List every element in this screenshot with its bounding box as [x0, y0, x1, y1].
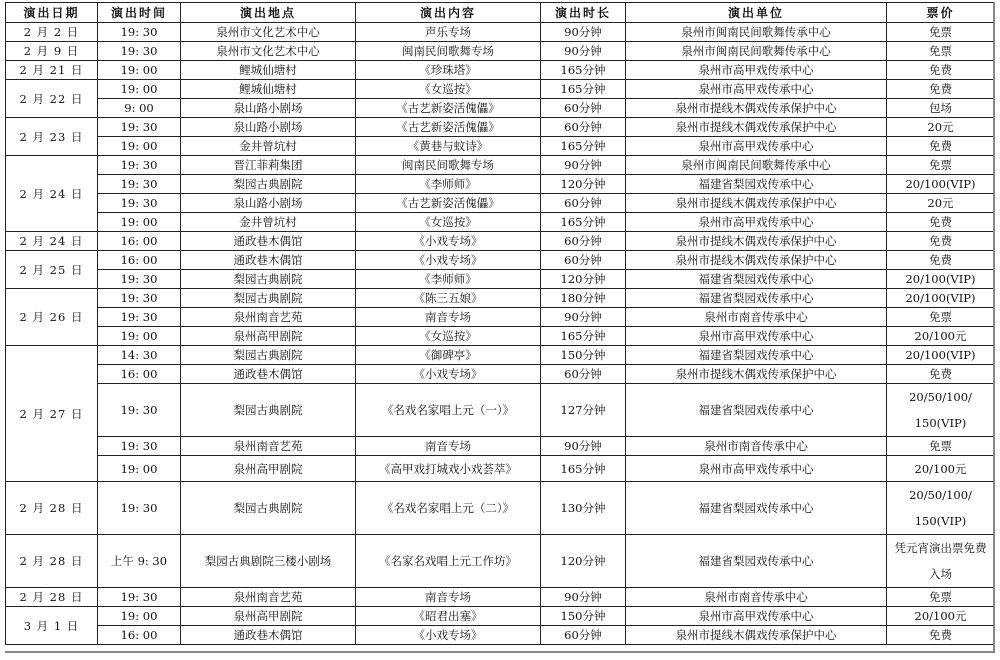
time-cell: 19: 30: [98, 42, 181, 61]
unit-cell: 泉州市提线木偶戏传承保护中心: [626, 365, 887, 384]
content-cell: 《小戏专场》: [356, 626, 541, 645]
venue-cell: 通政巷木偶馆: [181, 232, 356, 251]
date-cell: 2 月 22 日: [6, 80, 98, 118]
time-cell: 19: 30: [98, 437, 181, 456]
price-cell: 20/50/100/ 150(VIP): [887, 482, 995, 535]
unit-cell: 泉州市提线木偶戏传承保护中心: [626, 251, 887, 270]
duration-cell: 90分钟: [541, 308, 626, 327]
table-row: [6, 156, 995, 175]
table-row: [6, 626, 995, 645]
venue-cell: 泉州南音艺苑: [181, 437, 356, 456]
duration-cell: 165分钟: [541, 80, 626, 99]
price-cell: 免费: [887, 213, 995, 232]
table-row: [6, 327, 995, 346]
content-cell: 《陈三五娘》: [356, 289, 541, 308]
price-cell: 凭元宵演出票免费入场: [887, 535, 995, 588]
date-cell: 2 月 28 日: [6, 535, 98, 588]
venue-cell: 泉州南音艺苑: [181, 308, 356, 327]
price-cell: 20/100(VIP): [887, 175, 995, 194]
venue-cell: 梨园古典剧院: [181, 346, 356, 365]
table-row: [6, 270, 995, 289]
price-cell: 免票: [887, 437, 995, 456]
venue-cell: 梨园古典剧院: [181, 175, 356, 194]
table-shadow-bottom: [5, 651, 995, 653]
unit-cell: 泉州市闽南民间歌舞传承中心: [626, 156, 887, 175]
content-cell: 《名戏名家唱上元（二）》: [356, 482, 541, 535]
time-cell: 19: 30: [98, 289, 181, 308]
unit-cell: 泉州市高甲戏传承中心: [626, 213, 887, 232]
time-cell: 19: 30: [98, 308, 181, 327]
venue-cell: 梨园古典剧院: [181, 384, 356, 437]
unit-cell: 福建省梨园戏传承中心: [626, 384, 887, 437]
price-cell: 20/50/100/ 150(VIP): [887, 384, 995, 437]
table-row: [6, 61, 995, 80]
duration-cell: 120分钟: [541, 535, 626, 588]
unit-cell: 泉州市南音传承中心: [626, 588, 887, 607]
time-cell: 16: 00: [98, 365, 181, 384]
duration-cell: 165分钟: [541, 213, 626, 232]
price-cell: 免费: [887, 80, 995, 99]
venue-cell: 金井曾坑村: [181, 137, 356, 156]
table-row: [6, 308, 995, 327]
table-row: [6, 346, 995, 365]
header-venue: 演出地点: [181, 3, 356, 23]
time-cell: 16: 00: [98, 626, 181, 645]
time-cell: 上午 9: 30: [98, 535, 181, 588]
unit-cell: 福建省梨园戏传承中心: [626, 535, 887, 588]
content-cell: 《名戏名家唱上元（一）》: [356, 384, 541, 437]
date-cell: 2 月 21 日: [6, 61, 98, 80]
unit-cell: 泉州市南音传承中心: [626, 437, 887, 456]
table-row: [6, 588, 995, 607]
table-row: [6, 535, 995, 588]
date-cell: 2 月 27 日: [6, 346, 98, 482]
content-cell: 《小戏专场》: [356, 232, 541, 251]
header-duration: 演出时长: [541, 3, 626, 23]
time-cell: 16: 00: [98, 251, 181, 270]
date-cell: 2 月 28 日: [6, 588, 98, 607]
duration-cell: 90分钟: [541, 23, 626, 42]
venue-cell: 鲤城仙塘村: [181, 80, 356, 99]
content-cell: 《李师师》: [356, 175, 541, 194]
duration-cell: 165分钟: [541, 327, 626, 346]
price-cell: 20/100(VIP): [887, 346, 995, 365]
price-cell: 免费: [887, 251, 995, 270]
venue-cell: 梨园古典剧院: [181, 289, 356, 308]
venue-cell: 泉州南音艺苑: [181, 588, 356, 607]
duration-cell: 60分钟: [541, 626, 626, 645]
table-row: [6, 289, 995, 308]
duration-cell: 90分钟: [541, 42, 626, 61]
time-cell: 19: 00: [98, 456, 181, 482]
unit-cell: 泉州市高甲戏传承中心: [626, 61, 887, 80]
table-row: [6, 137, 995, 156]
content-cell: 《御碑亭》: [356, 346, 541, 365]
price-cell: 20元: [887, 118, 995, 137]
price-cell: 免票: [887, 42, 995, 61]
venue-cell: 泉州市文化艺术中心: [181, 23, 356, 42]
unit-cell: 福建省梨园戏传承中心: [626, 346, 887, 365]
price-cell: 免票: [887, 308, 995, 327]
time-cell: 19: 30: [98, 175, 181, 194]
unit-cell: 泉州市提线木偶戏传承保护中心: [626, 232, 887, 251]
unit-cell: 泉州市闽南民间歌舞传承中心: [626, 23, 887, 42]
date-cell: 2 月 23 日: [6, 118, 98, 156]
venue-cell: 泉山路小剧场: [181, 194, 356, 213]
price-cell: 20/100(VIP): [887, 289, 995, 308]
content-cell: 《小戏专场》: [356, 251, 541, 270]
price-cell: 免票: [887, 23, 995, 42]
time-cell: 16: 00: [98, 232, 181, 251]
header-date: 演出日期: [6, 3, 98, 23]
venue-cell: 泉山路小剧场: [181, 99, 356, 118]
duration-cell: 90分钟: [541, 588, 626, 607]
content-cell: 《女巡按》: [356, 80, 541, 99]
venue-cell: 通政巷木偶馆: [181, 626, 356, 645]
duration-cell: 180分钟: [541, 289, 626, 308]
venue-cell: 梨园古典剧院: [181, 482, 356, 535]
unit-cell: 泉州市高甲戏传承中心: [626, 456, 887, 482]
content-cell: 《小戏专场》: [356, 365, 541, 384]
venue-cell: 梨园古典剧院三楼小剧场: [181, 535, 356, 588]
unit-cell: 福建省梨园戏传承中心: [626, 270, 887, 289]
time-cell: 19: 30: [98, 270, 181, 289]
price-cell: 免费: [887, 232, 995, 251]
price-cell: 20/100元: [887, 607, 995, 626]
venue-cell: 通政巷木偶馆: [181, 251, 356, 270]
venue-cell: 鲤城仙塘村: [181, 61, 356, 80]
duration-cell: 120分钟: [541, 270, 626, 289]
venue-cell: 泉州高甲剧院: [181, 327, 356, 346]
duration-cell: 60分钟: [541, 118, 626, 137]
duration-cell: 150分钟: [541, 607, 626, 626]
duration-cell: 60分钟: [541, 251, 626, 270]
content-cell: 《珍珠塔》: [356, 61, 541, 80]
table-row: [6, 251, 995, 270]
time-cell: 19: 30: [98, 118, 181, 137]
time-cell: 19: 30: [98, 482, 181, 535]
time-cell: 19: 00: [98, 61, 181, 80]
unit-cell: 泉州市提线木偶戏传承保护中心: [626, 99, 887, 118]
table-row: [6, 118, 995, 137]
content-cell: 《女巡按》: [356, 327, 541, 346]
unit-cell: 泉州市提线木偶戏传承保护中心: [626, 194, 887, 213]
unit-cell: 泉州市提线木偶戏传承保护中心: [626, 626, 887, 645]
content-cell: 南音专场: [356, 308, 541, 327]
unit-cell: 泉州市高甲戏传承中心: [626, 137, 887, 156]
header-time: 演出时间: [98, 3, 181, 23]
content-cell: 声乐专场: [356, 23, 541, 42]
venue-cell: 泉州高甲剧院: [181, 607, 356, 626]
header-row: [6, 3, 995, 23]
price-cell: 免费: [887, 626, 995, 645]
venue-cell: 金井曾坑村: [181, 213, 356, 232]
duration-cell: 60分钟: [541, 232, 626, 251]
table-row: [6, 456, 995, 482]
unit-cell: 泉州市闽南民间歌舞传承中心: [626, 42, 887, 61]
table-row: [6, 23, 995, 42]
duration-cell: 90分钟: [541, 437, 626, 456]
venue-cell: 通政巷木偶馆: [181, 365, 356, 384]
price-cell: 20/100元: [887, 456, 995, 482]
time-cell: 19: 30: [98, 194, 181, 213]
duration-cell: 60分钟: [541, 99, 626, 118]
date-cell: 2 月 28 日: [6, 482, 98, 535]
venue-cell: 泉州高甲剧院: [181, 456, 356, 482]
price-cell: 免票: [887, 156, 995, 175]
venue-cell: 晋江菲莉集团: [181, 156, 356, 175]
date-cell: 2 月 25 日: [6, 251, 98, 289]
header-content: 演出内容: [356, 3, 541, 23]
date-cell: 2 月 24 日: [6, 156, 98, 232]
duration-cell: 60分钟: [541, 194, 626, 213]
content-cell: 南音专场: [356, 588, 541, 607]
venue-cell: 梨园古典剧院: [181, 270, 356, 289]
time-cell: 19: 30: [98, 588, 181, 607]
table-row: [6, 384, 995, 437]
performance-schedule-table: [5, 2, 995, 645]
price-cell: 20/100(VIP): [887, 270, 995, 289]
price-cell: 20/100元: [887, 327, 995, 346]
duration-cell: 120分钟: [541, 175, 626, 194]
unit-cell: 福建省梨园戏传承中心: [626, 289, 887, 308]
content-cell: 《昭君出塞》: [356, 607, 541, 626]
time-cell: 19: 30: [98, 156, 181, 175]
unit-cell: 泉州市高甲戏传承中心: [626, 80, 887, 99]
unit-cell: 福建省梨园戏传承中心: [626, 482, 887, 535]
table-row: [6, 365, 995, 384]
header-unit: 演出单位: [626, 3, 887, 23]
duration-cell: 165分钟: [541, 137, 626, 156]
time-cell: 19: 00: [98, 80, 181, 99]
duration-cell: 90分钟: [541, 156, 626, 175]
duration-cell: 60分钟: [541, 365, 626, 384]
header-price: 票价: [887, 3, 995, 23]
date-cell: 2 月 9 日: [6, 42, 98, 61]
content-cell: 南音专场: [356, 437, 541, 456]
unit-cell: 泉州市提线木偶戏传承保护中心: [626, 118, 887, 137]
table-row: [6, 80, 995, 99]
price-cell: 免票: [887, 588, 995, 607]
unit-cell: 泉州市高甲戏传承中心: [626, 327, 887, 346]
date-cell: 2 月 2 日: [6, 23, 98, 42]
time-cell: 19: 00: [98, 327, 181, 346]
duration-cell: 130分钟: [541, 482, 626, 535]
table-row: [6, 175, 995, 194]
unit-cell: 泉州市南音传承中心: [626, 308, 887, 327]
content-cell: 《古艺新姿活傀儡》: [356, 99, 541, 118]
table-row: [6, 482, 995, 535]
price-cell: 免费: [887, 61, 995, 80]
date-cell: 2 月 24 日: [6, 232, 98, 251]
table-row: [6, 232, 995, 251]
date-cell: 2 月 26 日: [6, 289, 98, 346]
content-cell: 《高甲戏打城戏小戏荟萃》: [356, 456, 541, 482]
duration-cell: 165分钟: [541, 61, 626, 80]
table-row: [6, 99, 995, 118]
time-cell: 19: 30: [98, 23, 181, 42]
table-row: [6, 213, 995, 232]
unit-cell: 福建省梨园戏传承中心: [626, 175, 887, 194]
table-row: [6, 194, 995, 213]
table-row: [6, 607, 995, 626]
time-cell: 19: 00: [98, 213, 181, 232]
content-cell: 《古艺新姿活傀儡》: [356, 194, 541, 213]
content-cell: 闽南民间歌舞专场: [356, 42, 541, 61]
content-cell: 《李师师》: [356, 270, 541, 289]
content-cell: 闽南民间歌舞专场: [356, 156, 541, 175]
date-cell: 3 月 1 日: [6, 607, 98, 645]
content-cell: 《黄巷与蚊诗》: [356, 137, 541, 156]
venue-cell: 泉山路小剧场: [181, 118, 356, 137]
unit-cell: 泉州市高甲戏传承中心: [626, 607, 887, 626]
price-cell: 免费: [887, 137, 995, 156]
price-cell: 20元: [887, 194, 995, 213]
venue-cell: 泉州市文化艺术中心: [181, 42, 356, 61]
table-shadow-right: [993, 2, 995, 652]
duration-cell: 150分钟: [541, 346, 626, 365]
table-row: [6, 437, 995, 456]
content-cell: 《古艺新姿活傀儡》: [356, 118, 541, 137]
content-cell: 《名家名戏唱上元工作坊》: [356, 535, 541, 588]
price-cell: 免费: [887, 365, 995, 384]
time-cell: 19: 00: [98, 607, 181, 626]
table-row: [6, 42, 995, 61]
time-cell: 19: 30: [98, 384, 181, 437]
duration-cell: 165分钟: [541, 456, 626, 482]
content-cell: 《女巡按》: [356, 213, 541, 232]
time-cell: 14: 30: [98, 346, 181, 365]
time-cell: 9: 00: [98, 99, 181, 118]
time-cell: 19: 00: [98, 137, 181, 156]
duration-cell: 127分钟: [541, 384, 626, 437]
price-cell: 包场: [887, 99, 995, 118]
